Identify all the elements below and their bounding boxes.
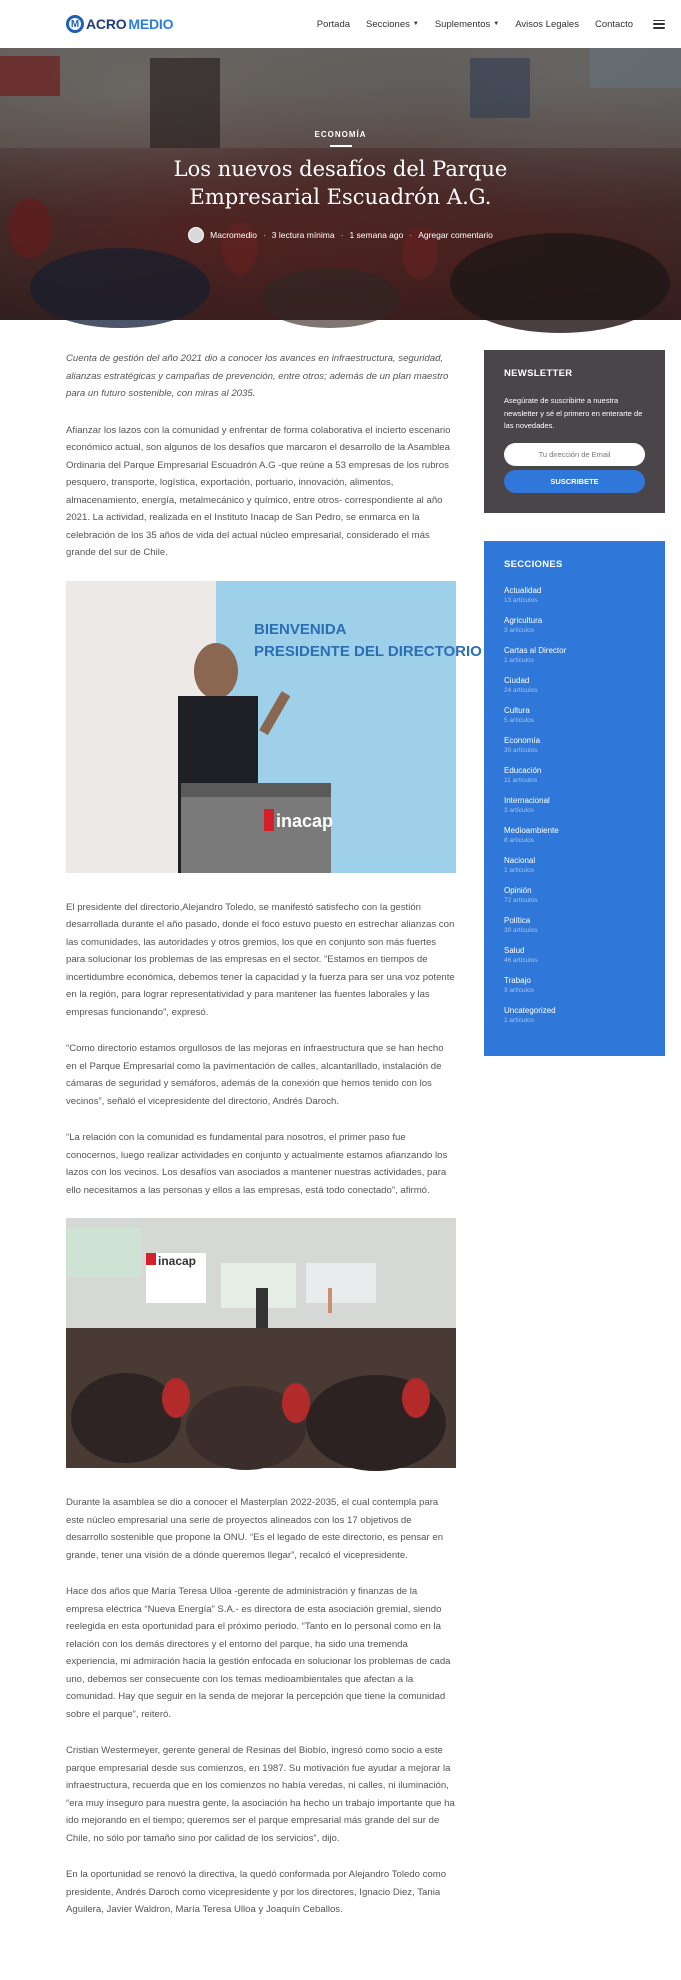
section-name[interactable]: Uncategorized <box>504 1005 556 1015</box>
article-paragraph: El presidente del directorio,Alejandro Toledo, se manifestó satisfecho con la gestión desarrollada durante el año pasado, donde el foco estuvo puesto en estrechar alianzas con las comunidades, las autoridades y otros gremios, los que en conjunto son más fuertes para solucionar los problemas de las empresas en el sector. “Estamos en tiempos de incertidumbre económica, debemos tener la capacidad y la fuerza para ser una voz potente en la región, para lograr representatividad y para mantener las fuentes laborales y las empresas funcionando”, expresó. <box>66 901 455 1018</box>
logo-mark: M <box>66 15 84 33</box>
logo-text-b: MEDIO <box>128 16 174 32</box>
section-item[interactable] <box>504 856 645 875</box>
section-count: 1 artículos <box>504 866 534 874</box>
nav-suplementos[interactable] <box>435 19 499 30</box>
avatar[interactable] <box>188 227 204 243</box>
article-paragraph: Cristian Westermeyer, gerente general de Resinas del Biobío, ingresó como socio a este parque empresarial desde sus comienzos, en 1987. Su motivación fue ayudar a mejorar la infraestructura, recuerda que en los comienzos no había veredas, ni calles, ni iluminación, “era muy inseguro para nuestra gente, la asociación ha hecho un trabajo importante que ha ido mejorando en el tiempo; queremos ser el parque empresarial más grande del sur de Chile, no sólo por tamaño sino por calidad de los servicios”, dijo. <box>66 1745 455 1844</box>
section-item[interactable] <box>504 916 645 935</box>
section-count: 13 artículos <box>504 596 538 604</box>
section-item[interactable] <box>504 826 645 845</box>
site-logo[interactable] <box>66 15 173 33</box>
section-count: 3 artículos <box>504 986 534 994</box>
article-paragraph: “La relación con la comunidad es fundamental para nosotros, el primer paso fue conocernos, luego realizar actividades en conjunto y actualmente estamos afianzando los lazos con los vecinos. Los desafíos van asociados a mantener nuestras actividades, para ello necesitamos a las personas y ellos a las empresas, está todo conectado”, afirmó. <box>66 1132 448 1196</box>
slide-text-1: BIENVENIDA <box>254 620 347 638</box>
meta-separator: · <box>340 229 344 240</box>
nav-label: Portada <box>316 18 351 30</box>
category-underline <box>330 145 352 147</box>
article-photo-speaker <box>66 581 482 873</box>
section-item[interactable] <box>504 646 645 665</box>
section-count: 24 artículos <box>504 686 538 694</box>
section-count: 8 artículos <box>504 836 534 844</box>
section-count: 46 artículos <box>504 956 538 964</box>
read-time: 3 lectura mínima <box>271 229 335 240</box>
section-item[interactable] <box>504 736 645 755</box>
section-name[interactable]: Salud <box>504 945 525 955</box>
article-paragraph: Durante la asamblea se dio a conocer el Masterplan 2022-2035, el cual contempla para este núcleo empresarial una serie de proyectos alineados con los 17 objetivos de desarrollo sostenible que propone la ONU. “Es el legado de este directorio, es pensar en grande, tener una visión de a dónde queremos llegar”, recalcó el vicepresidente. <box>66 1497 444 1561</box>
chevron-down-icon: ▼ <box>412 21 419 27</box>
section-count: 1 artículos <box>504 1016 534 1024</box>
add-comment-link[interactable]: Agregar comentario <box>418 229 493 240</box>
article-paragraph: “Como directorio estamos orgullosos de las mejoras en infraestructura que se han hecho en el Parque Empresarial como la pavimentación de calles, alcantarillado, instalación de cámaras de seguridad y semáforos, además de la conexión que hemos tenido con los vecinos”, señaló el vicepresidente del directorio, Andrés Daroch. <box>66 1043 444 1107</box>
nav-avisos-legales[interactable] <box>515 19 579 30</box>
nav-portada[interactable] <box>317 19 350 30</box>
nav-label: Secciones <box>366 18 410 30</box>
section-item[interactable] <box>504 616 645 635</box>
section-name[interactable]: Cultura <box>504 705 530 715</box>
article-title: Los nuevos desafíos del Parque Empresarial Escuadrón A.G. <box>173 156 508 209</box>
subscribe-button[interactable]: SUSCRIBETE <box>504 470 645 493</box>
section-count: 30 artículos <box>504 746 538 754</box>
assembly-photo-graphic <box>66 1218 456 1468</box>
sidebar <box>484 350 665 1938</box>
section-count: 1 artículos <box>504 656 534 664</box>
section-item[interactable] <box>504 976 645 995</box>
article-paragraph: En la oportunidad se renovó la directiva, la quedó conformada por Alejandro Toledo como presidente, Andrés Daroch como vicepresidente y por los directores, Ignacio Diez, Tania Aguilera, Javier Waldron, María Teresa Ulloa y Joaquín Ceballos. <box>66 1869 447 1915</box>
article-body <box>66 350 482 1938</box>
section-name[interactable]: Ciudad <box>504 675 530 685</box>
nav-label: Avisos Legales <box>515 18 579 30</box>
section-item[interactable] <box>504 706 645 725</box>
article-paragraph: Hace dos años que María Teresa Ulloa -gerente de administración y finanzas de la empresa eléctrica “Nueva Energía” S.A.- es directora de esta asociación gremial, siendo reelegida en esta oportunidad para el próximo periodo. “Tanto en lo personal como en la relación con los demás directores y el entorno del parque, ha sido una tremenda experiencia, mi admiración hacia la gestión enfocada en solucionar los problemas de cada uno, debemos ser consecuente con los temas medioambientales que afectan a la comunidad. Hay que seguir en la senda de mejorar la percepción que tiene la comunidad sobre el parque”, reiteró. <box>66 1586 451 1720</box>
section-name[interactable]: Economía <box>504 735 541 745</box>
slide-text-2: PRESIDENTE DEL DIRECTORIO <box>254 642 482 660</box>
section-name[interactable]: Internacional <box>504 795 550 805</box>
speaker-photo-graphic <box>66 581 482 873</box>
main-nav <box>317 19 665 30</box>
section-item[interactable] <box>504 1006 645 1025</box>
nav-secciones[interactable] <box>366 19 419 30</box>
publish-date: 1 semana ago <box>349 229 404 240</box>
category-label[interactable]: ECONOMÍA <box>314 130 367 139</box>
section-name[interactable]: Educación <box>504 765 542 775</box>
meta-separator: · <box>262 229 266 240</box>
nav-label: Suplementos <box>434 18 491 30</box>
sections-title: SECCIONES <box>504 558 563 570</box>
section-name[interactable]: Trabajo <box>504 975 531 985</box>
section-count: 11 artículos <box>504 776 538 784</box>
nav-label: Contacto <box>594 18 633 30</box>
wall-sign-text: inacap <box>158 1254 197 1268</box>
section-name[interactable]: Opinión <box>504 885 532 895</box>
article-paragraph: Afianzar los lazos con la comunidad y enfrentar de forma colaborativa el incierto escenario económico actual, son algunos de los desafíos que marcaron el desarrollo de la Asamblea Ordinaria del Parque Empresarial Escuadrón A.G -que reúne a 53 empresas de los rubros pesquero, transporte, logística, exportación, portuario, innovación, alimentos, almacenamiento, energía, metalmecánico y químico, entre otros- correspondiente al año 2021. La actividad, realizada en el Instituto Inacap de San Pedro, se enmarca en la celebración de los 35 años de vida del actual núcleo empresarial, considerado el más grande del sur de Chile. <box>66 424 451 558</box>
section-count: 3 artículos <box>504 626 534 634</box>
nav-contacto[interactable] <box>595 19 633 30</box>
menu-icon[interactable] <box>653 20 665 29</box>
newsletter-widget <box>484 350 665 513</box>
section-name[interactable]: Cartas al Director <box>504 645 567 655</box>
podium-logo-text: inacap <box>276 810 334 831</box>
newsletter-title: NEWSLETTER <box>504 368 573 379</box>
hero-banner <box>0 48 681 320</box>
section-name[interactable]: Política <box>504 915 531 925</box>
section-count: 30 artículos <box>504 926 538 934</box>
section-name[interactable]: Nacional <box>504 855 536 865</box>
section-item[interactable] <box>504 676 645 695</box>
section-count: 3 artículos <box>504 806 534 814</box>
section-item[interactable] <box>504 886 645 905</box>
main-content <box>0 350 681 1938</box>
hero-content <box>0 130 681 243</box>
chevron-down-icon: ▼ <box>493 21 500 27</box>
newsletter-description: Asegúrate de suscribirte a nuestra newsletter y sé el primero en enterarte de las novedades. <box>504 396 643 430</box>
article-meta <box>0 227 681 243</box>
email-field[interactable] <box>504 443 645 466</box>
site-header <box>0 0 681 48</box>
section-item[interactable] <box>504 586 645 605</box>
article-photo-assembly <box>66 1218 456 1468</box>
logo-text-a: ACRO <box>86 16 127 32</box>
meta-separator: · <box>409 229 413 240</box>
article-lead: Cuenta de gestión del año 2021 dio a conocer los avances en infraestructura, seguridad, alianzas estratégicas y campañas de prevención, entre otros; además de un plan maestro para un futuro sostenible, con miras al 2035. <box>66 353 449 399</box>
section-item[interactable] <box>504 796 645 815</box>
section-name[interactable]: Actualidad <box>504 585 542 595</box>
section-item[interactable] <box>504 946 645 965</box>
section-item[interactable] <box>504 766 645 785</box>
section-count: 5 artículos <box>504 716 534 724</box>
sections-widget <box>484 541 665 1056</box>
section-name[interactable]: Medioambiente <box>504 825 559 835</box>
section-name[interactable]: Agricultura <box>504 615 543 625</box>
section-count: 72 artículos <box>504 896 538 904</box>
author-name[interactable]: Macromedio <box>210 229 257 240</box>
